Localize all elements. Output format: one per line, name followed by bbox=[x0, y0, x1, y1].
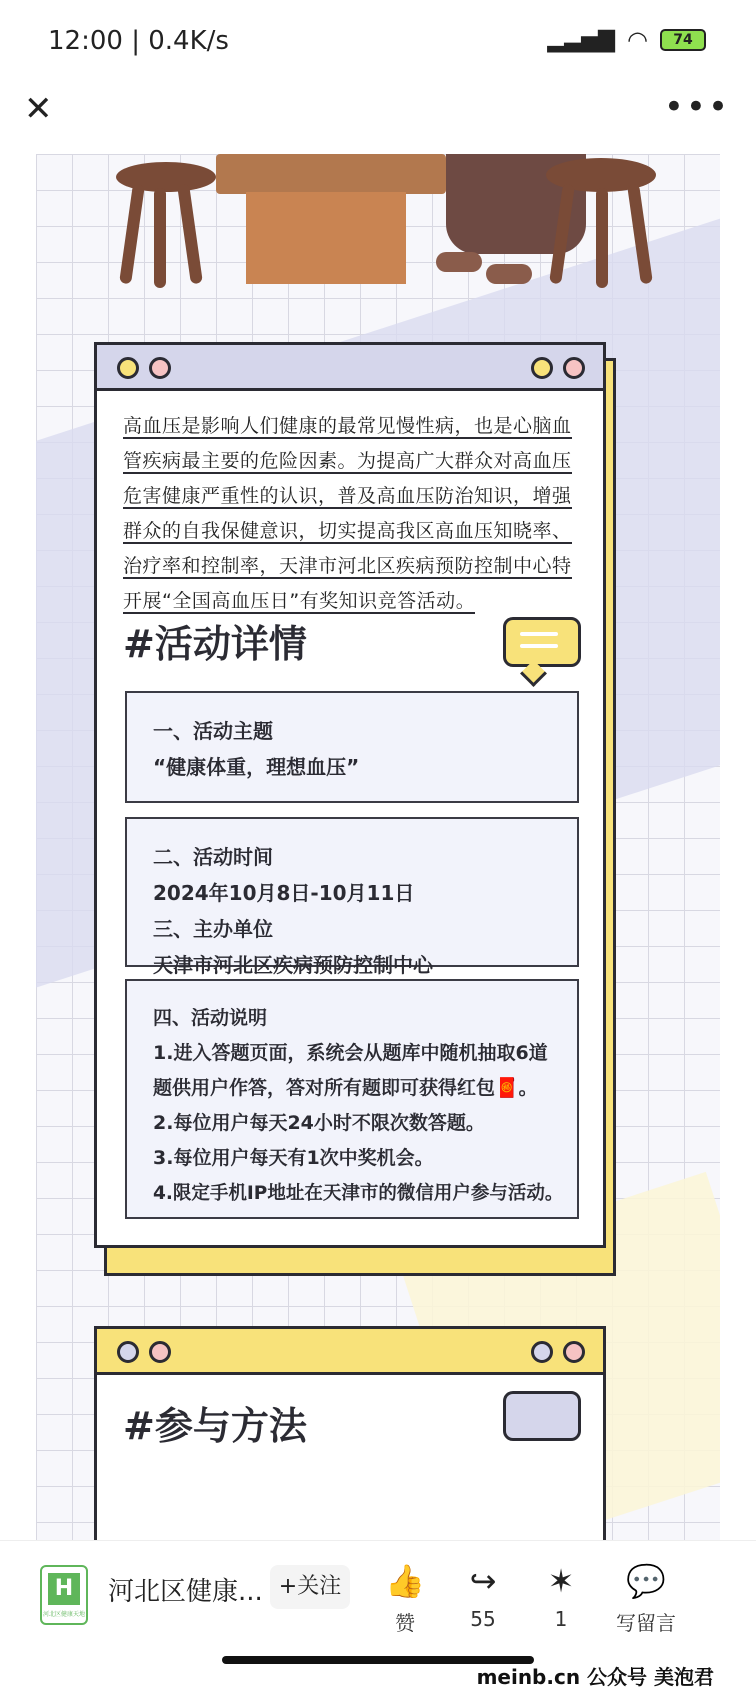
stool-leg bbox=[596, 188, 608, 288]
share-count: 55 bbox=[470, 1607, 496, 1631]
time-text: 2024年10月8日-10月11日 bbox=[153, 881, 415, 905]
thumbs-up-icon: 👍 bbox=[385, 1562, 425, 1600]
rule-item: 3.每位用户每天有1次中奖机会。 bbox=[153, 1147, 434, 1169]
close-icon[interactable]: ✕ bbox=[24, 89, 53, 129]
intro-text: 高血压是影响人们健康的最常见慢性病，也是心脑血管疾病最主要的危险因素。为提高广大群众对高血压危害健康严重性的认识，普及高血压防治知识，增强群众的自我保健意识，切实提高我区高血压知晓率、治疗率和控制率，天津市河北区疾病预防控制中心特开展“全国高血压日”有奖知识竞答活动。 bbox=[123, 415, 572, 612]
article-body bbox=[36, 154, 720, 1540]
like-label: 赞 bbox=[395, 1611, 415, 1635]
window-dot-icon bbox=[563, 1341, 585, 1363]
star-icon: ✶ bbox=[547, 1562, 575, 1600]
rules-heading: 四、活动说明 bbox=[153, 1007, 268, 1029]
window-dot-icon bbox=[563, 357, 585, 379]
details-card bbox=[94, 342, 606, 1248]
rule-item: 1.进入答题页面，系统会从题库中随机抽取6道题供用户作答，答对所有题即可获得红包🧧。 bbox=[153, 1042, 548, 1099]
stool-left bbox=[116, 162, 216, 192]
window-dot-icon bbox=[117, 357, 139, 379]
follow-button[interactable]: +关注 bbox=[270, 1565, 350, 1609]
shoe bbox=[486, 264, 532, 284]
theme-text: “健康体重，理想血压” bbox=[153, 755, 360, 779]
favorite-button[interactable] bbox=[526, 1561, 596, 1631]
comment-label: 写留言 bbox=[616, 1611, 676, 1635]
rule-item: 2.每位用户每天24小时不限次数答题。 bbox=[153, 1112, 485, 1134]
time-organizer-box bbox=[125, 817, 579, 977]
theme-heading: 一、活动主题 bbox=[153, 719, 273, 743]
time-heading: 二、活动时间 bbox=[153, 845, 273, 869]
signal-icon: ▂▃▅▇ bbox=[547, 27, 616, 53]
speech-bubble-icon bbox=[503, 617, 581, 667]
status-time: 12:00 | 0.4K/s bbox=[48, 26, 229, 56]
account-avatar[interactable] bbox=[40, 1565, 88, 1625]
avatar-caption: 河北区健康天地 bbox=[42, 1611, 85, 1618]
wifi-icon: ◠ bbox=[627, 26, 648, 54]
window-dot-icon bbox=[149, 1341, 171, 1363]
window-dot-icon bbox=[531, 1341, 553, 1363]
intro-paragraph bbox=[97, 391, 603, 619]
favorite-count: 1 bbox=[554, 1607, 568, 1631]
rule-item: 4.限定手机IP地址在天津市的微信用户参与活动。 bbox=[153, 1183, 564, 1204]
like-button[interactable] bbox=[370, 1561, 440, 1636]
section-title: #活动详情 bbox=[123, 622, 307, 666]
watermark: meinb.cn 公众号 美泡君 bbox=[476, 1665, 714, 1689]
speech-bubble-icon bbox=[503, 1391, 581, 1441]
window-dot-icon bbox=[117, 1341, 139, 1363]
stool-leg bbox=[119, 184, 145, 285]
battery-icon: 74 bbox=[660, 29, 706, 51]
stool-leg bbox=[177, 184, 203, 285]
avatar-logo: H bbox=[48, 1573, 80, 1605]
section-title: #参与方法 bbox=[123, 1404, 307, 1448]
theme-box bbox=[125, 691, 579, 803]
shoe bbox=[436, 252, 482, 272]
status-icons bbox=[547, 26, 706, 54]
account-name[interactable]: 河北区健康... bbox=[108, 1577, 263, 1607]
share-icon: ↪ bbox=[469, 1562, 497, 1600]
share-button[interactable] bbox=[448, 1561, 518, 1631]
top-nav bbox=[0, 84, 756, 154]
table bbox=[216, 154, 446, 194]
home-indicator[interactable] bbox=[222, 1656, 534, 1664]
stool-leg bbox=[154, 188, 166, 288]
window-dot-icon bbox=[149, 357, 171, 379]
comment-button[interactable] bbox=[604, 1561, 688, 1636]
table-base bbox=[246, 192, 406, 284]
comment-icon: 💬 bbox=[626, 1562, 666, 1600]
participation-card bbox=[94, 1326, 606, 1540]
organizer-heading: 三、主办单位 bbox=[153, 917, 273, 941]
card-header bbox=[97, 345, 603, 391]
rules-box bbox=[125, 979, 579, 1219]
more-icon[interactable]: ••• bbox=[663, 87, 730, 127]
card-header bbox=[97, 1329, 603, 1375]
organizer-text: 天津市河北区疾病预防控制中心 bbox=[153, 953, 433, 977]
window-dot-icon bbox=[531, 357, 553, 379]
status-bar bbox=[0, 0, 756, 84]
